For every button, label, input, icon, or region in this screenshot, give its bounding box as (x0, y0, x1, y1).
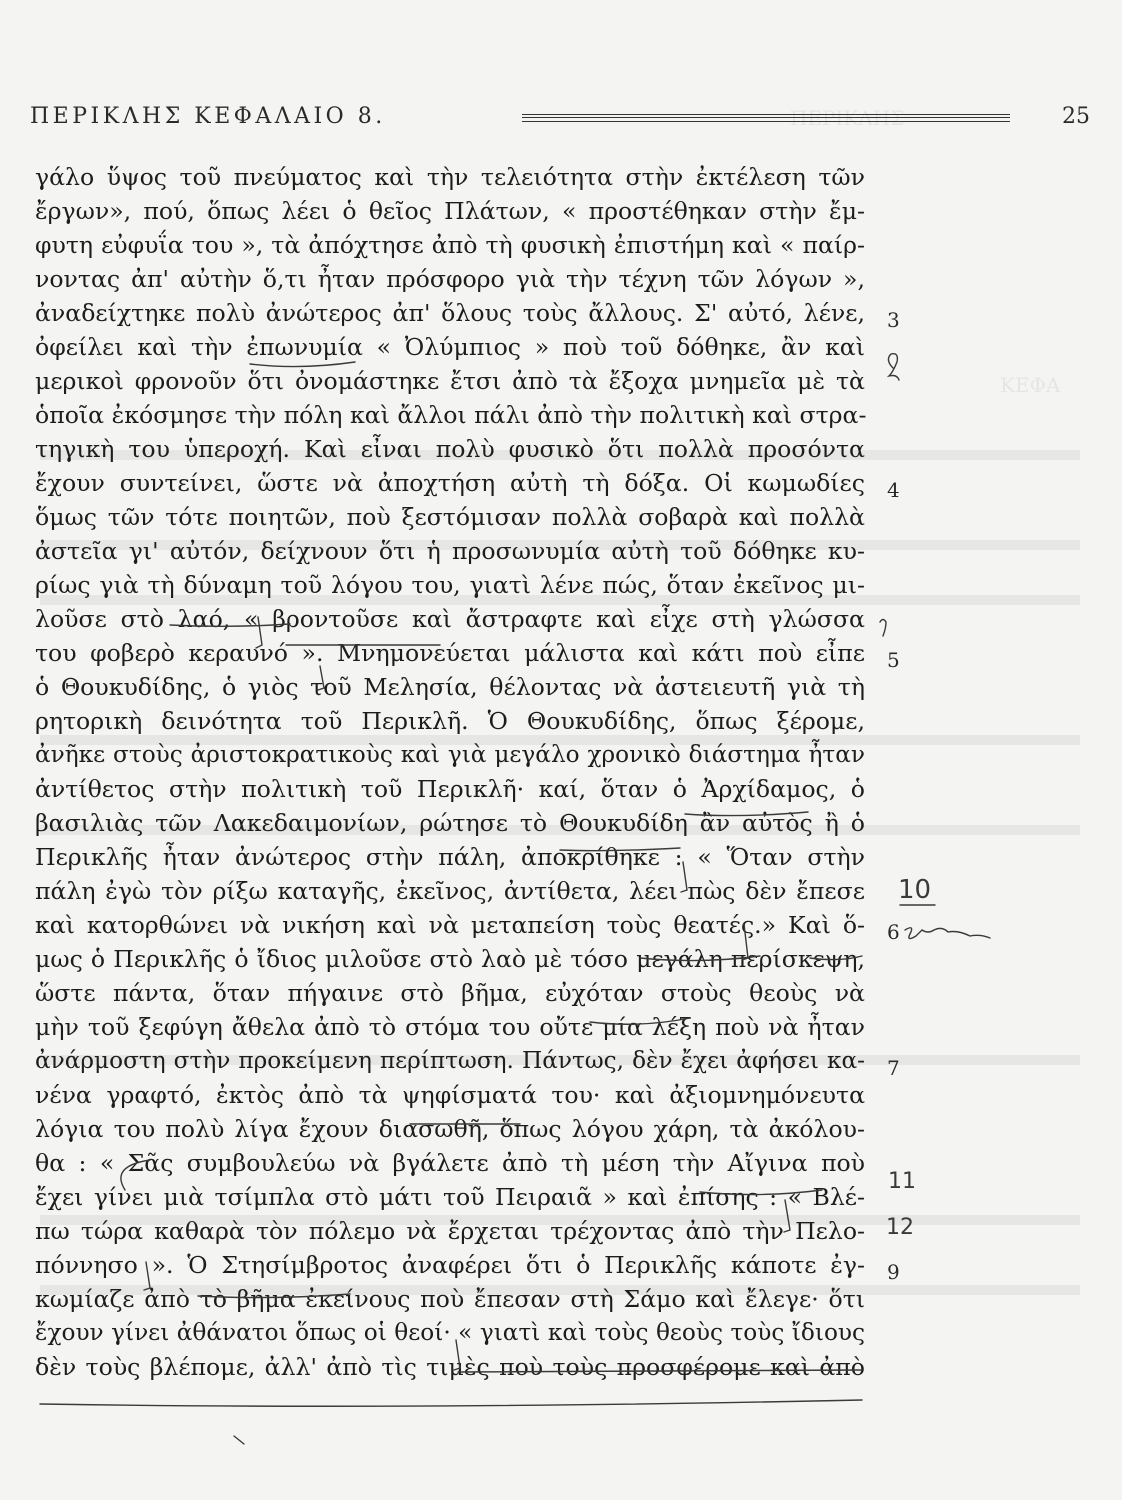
margin-number: 7 (887, 1056, 900, 1080)
text-line: μως ὁ Περικλῆς ὁ ἴδιος μιλοῦσε στὸ λαὸ μὲ τόσο μεγάλη περίσκεψη, (35, 945, 865, 973)
margin-scribble (905, 928, 990, 939)
margin-number: 9 (887, 1260, 900, 1284)
margin-number: 5 (887, 648, 900, 672)
text-line: ὀφείλει καὶ τὴν ἐπωνυμία « Ὀλύμπιος » ποὺ τοῦ δόθηκε, ἂν καὶ (35, 333, 865, 361)
text-line: ἔχουν γίνει ἀθάνατοι ὅπως οἱ θεοί· « γιατὶ καὶ τοὺς θεοὺς τοὺς ἴδιους (35, 1319, 865, 1346)
stray-mark (234, 1436, 244, 1444)
page-header (30, 104, 1092, 136)
text-line: λόγια του πολὺ λίγα ἔχουν διασωθῆ, ὅπως λόγου χάρη, τὰ ἀκόλου- (35, 1115, 865, 1143)
text-line: ἔχουν συντείνει, ὥστε νὰ ἀποχτήση αὐτὴ τὴ δόξα. Οἱ κωμωδίες (35, 469, 865, 497)
text-line: ἀστεῖα γι' αὐτόν, δείχνουν ὅτι ἡ προσωνυμία αὐτὴ τοῦ δόθηκε κυ- (35, 537, 865, 565)
text-line: ρίως γιὰ τὴ δύναμη τοῦ λόγου του, γιατὶ λένε πώς, ὅταν ἐκεῖνος μι- (35, 571, 865, 599)
text-line: θα : « Σᾶς συμβουλεύω νὰ βγάλετε ἀπὸ τὴ μέση τὴν Αἴγινα ποὺ (35, 1149, 865, 1177)
text-line: μερικοὶ φρονοῦν ὅτι ὀνομάστηκε ἔτσι ἀπὸ τὰ ἔξοχα μνημεῖα μὲ τὰ (35, 367, 865, 395)
svg-text:ΚΕΦΑ: ΚΕΦΑ (1000, 373, 1061, 397)
text-line: ρητορικὴ δεινότητα τοῦ Περικλῆ. Ὁ Θουκυδίδης, ὅπως ξέρομε, (35, 707, 865, 735)
text-line: ἔργων», πού, ὅπως λέει ὁ θεῖος Πλάτων, « προστέθηκαν στὴν ἔμ- (35, 197, 865, 225)
text-line: λοῦσε στὸ λαό, « βροντοῦσε καὶ ἄστραφτε καὶ εἶχε στὴ γλώσσα (35, 605, 865, 633)
text-line: ὥστε πάντα, ὅταν πήγαινε στὸ βῆμα, εὐχόταν στοὺς θεοὺς νὰ (35, 979, 865, 1007)
text-line: πόννησο ». Ὁ Στησίμβροτος ἀναφέρει ὅτι ὁ Περικλῆς κάποτε ἐγ- (35, 1251, 865, 1279)
text-line: Περικλῆς ἦταν ἀνώτερος στὴν πάλη, ἀποκρίθηκε : « Ὅταν στὴν (35, 843, 865, 871)
margin-scribble (888, 354, 899, 380)
text-line: ὁ Θουκυδίδης, ὁ γιὸς τοῦ Μελησία, θέλοντας νὰ ἀστειευτῆ γιὰ τὴ (35, 673, 865, 701)
underline (40, 1400, 862, 1406)
text-line: βασιλιὰς τῶν Λακεδαιμονίων, ρώτησε τὸ Θουκυδίδη ἂν αὐτὸς ἢ ὁ (35, 809, 865, 837)
text-line: τηγικὴ του ὑπεροχή. Καὶ εἶναι πολὺ φυσικὸ ὅτι πολλὰ προσόντα (35, 435, 865, 463)
pencil-number-12: 12 (886, 1215, 914, 1240)
text-line: γάλο ὕψος τοῦ πνεύματος καὶ τὴν τελειότητα στὴν ἐκτέλεση τῶν (35, 163, 865, 191)
text-line: νοντας ἀπ' αὐτὴν ὅ,τι ἦταν πρόσφορο γιὰ τὴν τέχνη τῶν λόγων », (35, 265, 865, 293)
text-line: μὴν τοῦ ξεφύγη ἄθελα ἀπὸ τὸ στόμα του οὔτε μία λέξη ποὺ νὰ ἦταν (35, 1013, 865, 1041)
margin-tick (880, 620, 886, 637)
pencil-number-11: 11 (888, 1169, 916, 1194)
text-line: ἀναδείχτηκε πολὺ ἀνώτερος ἀπ' ὅλους τοὺς ἄλλους. Σ' αὐτό, λένε, (35, 299, 865, 327)
text-line: πάλη ἐγὼ τὸν ρίξω καταγῆς, ἐκεῖνος, ἀντίθετα, λέει πὼς δὲν ἔπεσε (35, 877, 865, 905)
text-line: νένα γραφτό, ἐκτὸς ἀπὸ τὰ ψηφίσματά του· καὶ ἀξιομνημόνευτα (35, 1081, 865, 1109)
text-line: του φοβερὸ κεραυνό ». Μνημονεύεται μάλιστα καὶ κάτι ποὺ εἶπε (35, 639, 865, 667)
header-rule (522, 114, 1010, 122)
text-line: δὲν τοὺς βλέπομε, ἀλλ' ἀπὸ τὶς τιμὲς ποὺ τοὺς προσφέρομε καὶ ἀπὸ (35, 1353, 865, 1381)
margin-number: 4 (887, 478, 900, 502)
text-line: ἀνάρμοστη στὴν προκείμενη περίπτωση. Πάντως, δὲν ἔχει ἀφήσει κα- (35, 1047, 865, 1074)
running-title: ΠΕΡΙΚΛΗΣ ΚΕΦΑΛΑΙΟ 8. (30, 104, 386, 129)
text-line: ἀνῆκε στοὺς ἀριστοκρατικοὺς καὶ γιὰ μεγάλο χρονικὸ διάστημα ἦταν (35, 741, 865, 768)
text-line: κωμίαζε ἀπὸ τὸ βῆμα ἐκείνους ποὺ ἔπεσαν στὴ Σάμο καὶ ἔλεγε· ὅτι (35, 1285, 865, 1313)
text-line: πω τώρα καθαρὰ τὸν πόλεμο νὰ ἔρχεται τρέχοντας ἀπὸ τὴν Πελο- (35, 1217, 865, 1245)
text-line: φυτη εὐφυΐα του », τὰ ἀπόχτησε ἀπὸ τὴ φυσικὴ ἐπιστήμη καὶ « παίρ- (35, 231, 865, 259)
text-line: ὅμως τῶν τότε ποιητῶν, ποὺ ξεστόμισαν πολλὰ σοβαρὰ καὶ πολλὰ (35, 503, 865, 531)
text-line: ἀντίθετος στὴν πολιτικὴ τοῦ Περικλῆ· καί, ὅταν ὁ Ἀρχίδαμος, ὁ (35, 775, 865, 803)
margin-number: 6 (887, 920, 900, 944)
page-number: 25 (1062, 104, 1090, 129)
svg-text:ΠΕΡΙΚΛΗΣ: ΠΕΡΙΚΛΗΣ (790, 106, 905, 130)
pencil-number-10: 10 (898, 875, 932, 905)
margin-number: 3 (887, 308, 900, 332)
text-line: ἔχει γίνει μιὰ τσίμπλα στὸ μάτι τοῦ Πειραιᾶ » καὶ ἐπίσης : « Βλέ- (35, 1183, 865, 1211)
text-line: καὶ κατορθώνει νὰ νικήση καὶ νὰ μεταπείση τοὺς θεατές.» Καὶ ὅ- (35, 911, 865, 939)
text-line: ὁποῖα ἐκόσμησε τὴν πόλη καὶ ἄλλοι πάλι ἀπὸ τὴν πολιτικὴ καὶ στρα- (35, 401, 867, 429)
